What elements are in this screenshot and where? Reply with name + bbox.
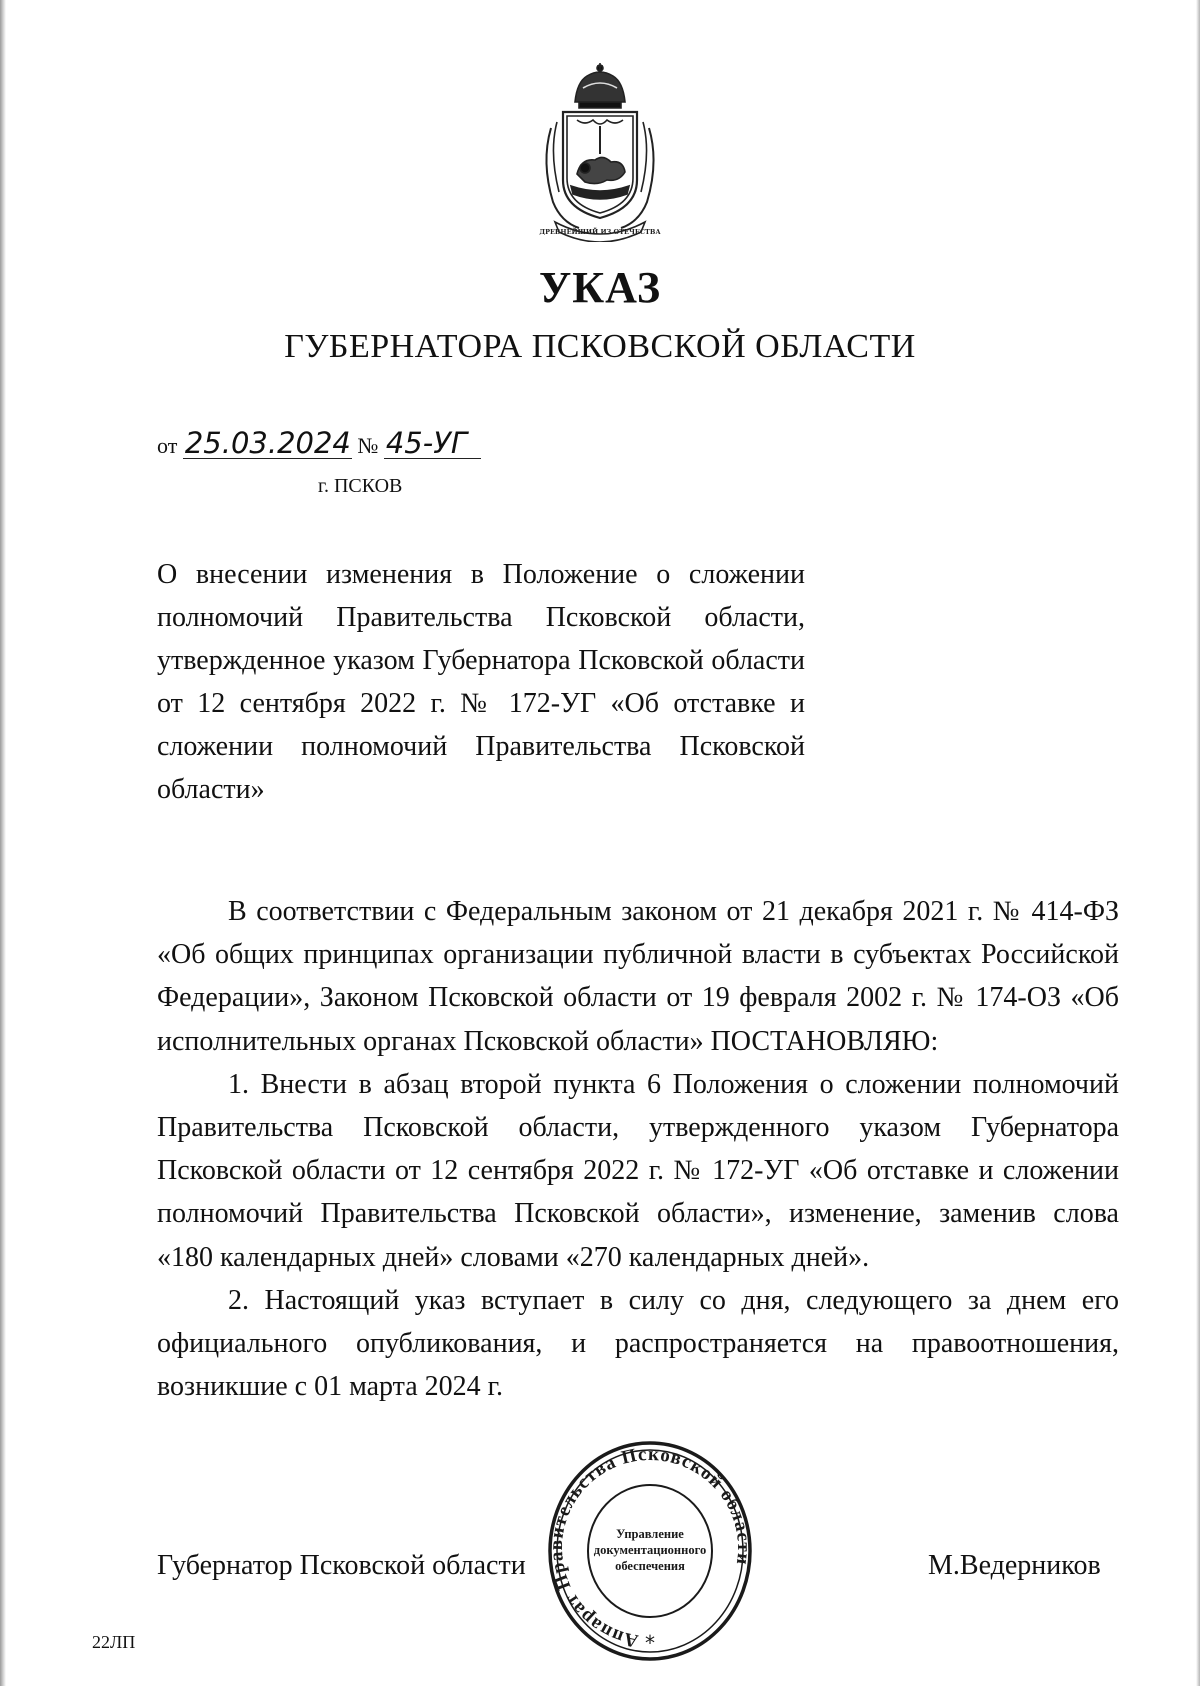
scan-edge (1196, 0, 1200, 1686)
signature-title: Губернатор Псковской области (157, 1550, 526, 1581)
document-title: УКАЗ (538, 263, 662, 312)
pskov-coat-of-arms-icon (527, 62, 673, 242)
svg-text:ДРЕВНЕЙШИЙ ИЗ ОТЕЧЕСТВА: ДРЕВНЕЙШИЙ ИЗ ОТЕЧЕСТВА (539, 228, 661, 236)
date-number-line (157, 428, 481, 459)
document-subject: О внесении изменения в Положение о сложении полномочий Правительства Псковской области, утвержденное указом Губернатора Псковской области от 12 сентября 2022 г. № 172-УГ «Об отставке и сложении полномочий Правительства Псковской области» (157, 559, 805, 805)
official-seal-stamp (545, 1438, 755, 1664)
city-line: г. ПСКОВ (318, 475, 403, 497)
number-label: № (357, 433, 379, 458)
scan-edge (0, 0, 6, 1686)
signature-name: М.Ведерников (928, 1550, 1101, 1581)
document-subtitle: ГУБЕРНАТОРА ПСКОВСКОЙ ОБЛАСТИ (284, 328, 916, 365)
seal-outer-text: Аппарат Правительства Псковской области (545, 1443, 755, 1652)
seal-star-icon: * (645, 1631, 655, 1655)
seal-inner-line-3: обеспечения (615, 1559, 685, 1573)
document-body (157, 890, 1119, 1408)
handwritten-number: 45-УГ (384, 428, 481, 459)
handwritten-date: 25.03.2024 (184, 426, 351, 460)
item-1-paragraph: 1. Внести в абзац второй пункта 6 Положения о сложении полномочий Правительства Псковской области, утвержденного указом Губернатора Псковской области от 12 сентября 2022 г. № 172-УГ «Об отставке и сложении полномочий Правительства Псковской области», изменение, заменив слова «180 календарных дней» словами «270 календарных дней». (157, 1068, 1119, 1273)
date-prefix: от (157, 433, 178, 458)
preamble-paragraph: В соответствии с Федеральным законом от 21 декабря 2021 г. № 414-ФЗ «Об общих принципах организации публичной власти в субъектах Российской Федерации», Законом Псковской области от 19 февраля 2002 г. № 174-ОЗ «Об исполнительных органах Псковской области» ПОСТАНОВЛЯЮ: (157, 896, 1119, 1057)
item-2-paragraph: 2. Настоящий указ вступает в силу со дня, следующего за днем его официального опубликования, и распространяется на правоотношения, возникшие с 01 марта 2024 г. (157, 1284, 1119, 1403)
document-reference: 22ЛП (92, 1632, 136, 1652)
seal-inner-line-1: Управление (616, 1527, 684, 1541)
seal-inner-line-2: документационного (593, 1543, 707, 1557)
